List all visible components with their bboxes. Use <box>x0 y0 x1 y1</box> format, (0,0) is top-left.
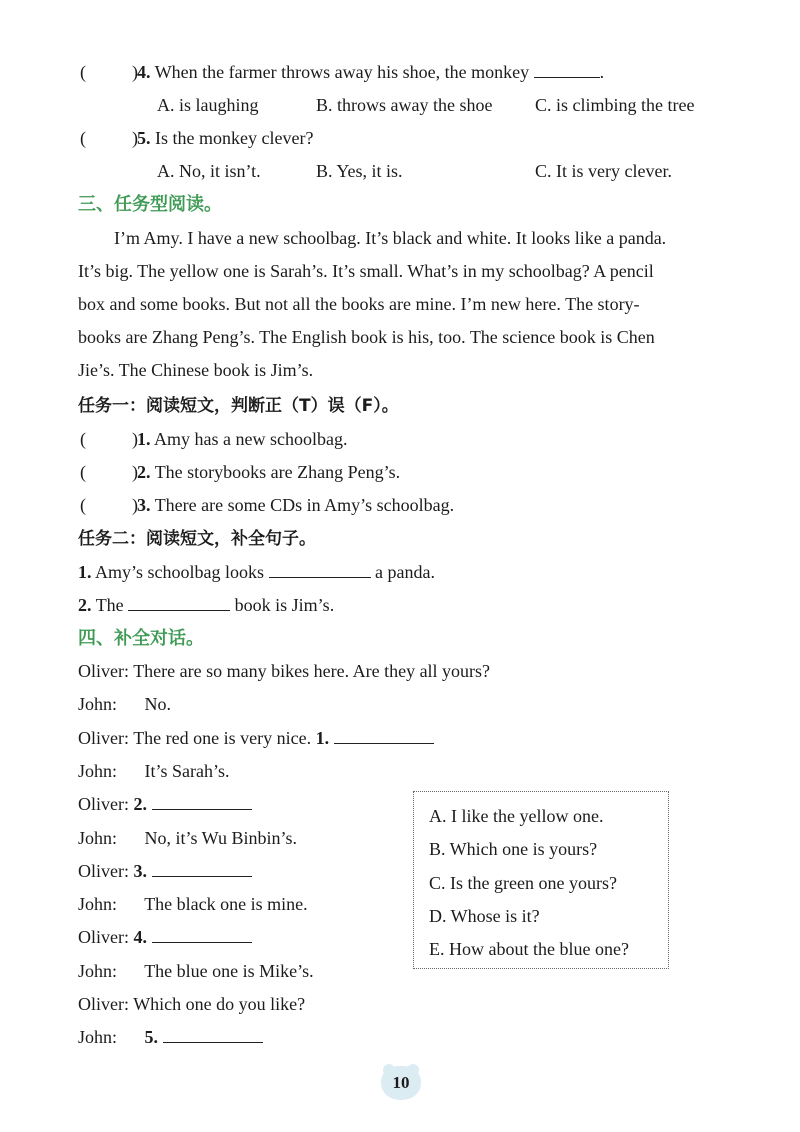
dialogue-line <box>78 960 314 982</box>
tf-item-1-text <box>137 428 347 450</box>
blank-number: 3. <box>133 861 147 881</box>
dialogue-line <box>78 860 252 882</box>
option-c: C. Is the green one yours? <box>429 873 617 893</box>
option-e: E. How about the blue one? <box>429 939 629 959</box>
speaker-label: Oliver: <box>78 728 129 748</box>
dialogue-text: The red one is very nice. <box>133 728 312 748</box>
option-a: A. I like the yellow one. <box>429 806 604 826</box>
dialogue-line <box>78 760 230 782</box>
answer-paren-open: ( <box>80 462 86 482</box>
page-number-badge <box>381 1064 421 1104</box>
dialogue-line <box>78 1026 263 1048</box>
passage-line-5: Jie’s. The Chinese book is Jim’s. <box>78 360 314 380</box>
answer-blank[interactable] <box>269 561 371 578</box>
task-1-title: 任务一：阅读短文，判断正（T）误（F）。 <box>78 396 399 416</box>
answer-blank[interactable] <box>163 1026 263 1043</box>
answer-blank[interactable] <box>334 727 434 744</box>
q4-option-a: A. is laughing <box>157 95 259 115</box>
tf-item-2 <box>80 461 138 483</box>
question-number: 2. <box>78 595 92 615</box>
dialogue-line <box>78 827 297 849</box>
question-number: 5. <box>137 128 151 148</box>
question-5-text <box>137 127 313 149</box>
task-2-title: 任务二：阅读短文，补全句子。 <box>78 529 316 549</box>
question-stem: Amy has a new schoolbag. <box>154 429 348 449</box>
passage-line-1: I’m Amy. I have a new schoolbag. It’s black and white. It looks like a panda. <box>114 228 667 248</box>
answer-blank[interactable] <box>128 594 230 611</box>
answer-paren-close: ) <box>132 462 138 482</box>
answer-blank[interactable] <box>152 926 252 943</box>
tf-item-3-text <box>137 494 454 516</box>
blank-number: 4. <box>133 927 147 947</box>
q4-option-c: C. is climbing the tree <box>535 95 695 115</box>
dialogue-line <box>78 793 252 815</box>
question-4 <box>80 61 138 83</box>
sentence-start: The <box>95 595 124 615</box>
speaker-label: John: <box>78 894 118 914</box>
section-heading-3: 三、任务型阅读。 <box>78 194 222 215</box>
sentence-end: book is Jim’s. <box>234 595 335 615</box>
tf-item-3 <box>80 494 138 516</box>
page-number: 10 <box>392 1073 410 1092</box>
speaker-label: Oliver: <box>78 861 129 881</box>
speaker-label: John: <box>78 1027 118 1047</box>
question-number: 4. <box>137 62 151 82</box>
fill-item-1 <box>78 561 435 583</box>
speaker-label: Oliver: <box>78 994 129 1014</box>
dialogue-line <box>78 926 252 948</box>
question-5 <box>80 127 138 149</box>
dialogue-text: The blue one is Mike’s. <box>144 961 314 981</box>
answer-paren-close: ) <box>132 495 138 515</box>
answer-blank[interactable] <box>152 793 252 810</box>
option-d: D. Whose is it? <box>429 906 540 926</box>
section-heading-4: 四、补全对话。 <box>78 628 204 649</box>
speaker-label: John: <box>78 761 118 781</box>
period: . <box>599 62 605 82</box>
answer-paren-close: ) <box>132 128 138 148</box>
dialogue-text: No. <box>144 694 171 714</box>
question-stem: Is the monkey clever? <box>155 128 314 148</box>
dialogue-line <box>78 993 305 1015</box>
dialogue-text: There are so many bikes here. Are they all yours? <box>133 661 491 681</box>
blank-number: 1. <box>315 728 330 748</box>
question-number: 1. <box>78 562 92 582</box>
blank-number: 2. <box>133 794 147 814</box>
dialogue-line <box>78 727 434 749</box>
question-number: 1. <box>137 429 151 449</box>
answer-paren-open: ( <box>80 128 86 148</box>
q5-option-b: B. Yes, it is. <box>316 161 403 181</box>
question-stem: When the farmer throws away his shoe, the monkey <box>154 62 530 82</box>
answer-paren-open: ( <box>80 429 86 449</box>
answer-paren-close: ) <box>132 429 138 449</box>
answer-paren-open: ( <box>80 62 86 82</box>
dialogue-text: It’s Sarah’s. <box>144 761 230 781</box>
question-number: 3. <box>137 495 151 515</box>
fill-item-2 <box>78 594 334 616</box>
passage-line-3: box and some books. But not all the books are mine. I’m new here. The story- <box>78 294 640 314</box>
dialogue-text: The black one is mine. <box>144 894 308 914</box>
q5-option-a: A. No, it isn’t. <box>157 161 261 181</box>
blank-number: 5. <box>144 1027 158 1047</box>
dialogue-text: No, it’s Wu Binbin’s. <box>144 828 297 848</box>
dialogue-line <box>78 693 171 715</box>
question-4-text <box>137 61 604 83</box>
speaker-label: John: <box>78 694 118 714</box>
question-stem: There are some CDs in Amy’s schoolbag. <box>154 495 455 515</box>
sentence-end: a panda. <box>375 562 435 582</box>
option-b: B. Which one is yours? <box>429 839 598 859</box>
answer-blank[interactable] <box>534 61 600 78</box>
answer-paren-open: ( <box>80 495 86 515</box>
speaker-label: Oliver: <box>78 927 129 947</box>
speaker-label: Oliver: <box>78 661 129 681</box>
dialogue-text: Which one do you like? <box>133 994 306 1014</box>
passage-line-2: It’s big. The yellow one is Sarah’s. It’s small. What’s in my schoolbag? A pencil <box>78 261 654 281</box>
question-number: 2. <box>137 462 151 482</box>
question-stem: The storybooks are Zhang Peng’s. <box>154 462 401 482</box>
speaker-label: Oliver: <box>78 794 129 814</box>
sentence-start: Amy’s schoolbag looks <box>95 562 265 582</box>
tf-item-2-text <box>137 461 400 483</box>
q5-option-c: C. It is very clever. <box>535 161 672 181</box>
q4-option-b: B. throws away the shoe <box>316 95 493 115</box>
dialogue-line <box>78 893 308 915</box>
passage-line-4: books are Zhang Peng’s. The English book is his, too. The science book is Chen <box>78 327 655 347</box>
speaker-label: John: <box>78 961 118 981</box>
answer-paren-close: ) <box>132 62 138 82</box>
speaker-label: John: <box>78 828 118 848</box>
answer-blank[interactable] <box>152 860 252 877</box>
options-box <box>413 791 669 969</box>
dialogue-line <box>78 660 490 682</box>
tf-item-1 <box>80 428 138 450</box>
